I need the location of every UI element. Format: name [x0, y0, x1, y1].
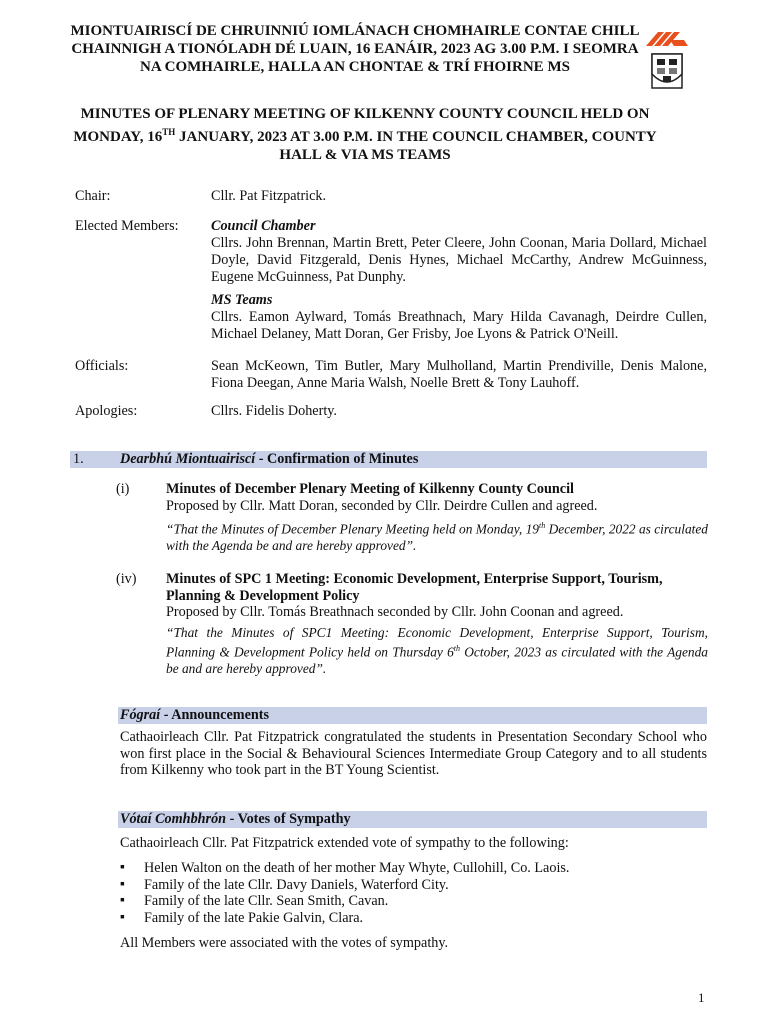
list-item: ▪ Helen Walton on the death of her mother May Whyte, Cullohill, Co. Laois. [120, 860, 707, 877]
members-value [211, 218, 707, 343]
announcements-title [120, 707, 269, 724]
list-item: ▪ Family of the late Pakie Galvin, Clara. [120, 910, 707, 927]
sympathy-title [120, 811, 351, 828]
english-title-part2: JANUARY, 2023 AT 3.00 P.M. IN THE COUNCIL CHAMBER, COUNTY HALL & VIA MS TEAMS [175, 129, 657, 163]
council-chamber-members: Cllrs. John Brennan, Martin Brett, Peter Cleere, John Coonan, Maria Dollard, Michael Doyle, David Fitzgerald, Denis Hynes, Michael McCarthy, Andrew McGuinness, Eugene McGuinness, Pat Dunphy. [211, 235, 707, 285]
officials-label: Officials: [75, 358, 129, 374]
section-1-title-sep: - [255, 451, 268, 467]
apologies-value: Cllrs. Fidelis Doherty. [211, 403, 337, 419]
sympathy-header [118, 811, 707, 828]
ms-teams-members: Cllrs. Eamon Aylward, Tomás Breathnach, Mary Hilda Cavanagh, Deirdre Cullen, Michael Delaney, Matt Doran, Ger Frisby, Joe Lyons & Patrick O'Neill. [211, 309, 707, 342]
page-number: 1 [698, 990, 705, 1005]
item-resolution-b: December, 2022 as circulated with the Agenda be and are hereby approved”. [166, 521, 709, 553]
item-resolution [166, 518, 708, 554]
item-resolution-sup: th [539, 521, 546, 530]
item-resolution [166, 625, 708, 678]
english-title [60, 105, 670, 164]
members-label: Elected Members: [75, 218, 179, 234]
sympathy-list [120, 860, 707, 926]
item-number: (iv) [116, 571, 137, 587]
item-resolution-a: “That the Minutes of December Plenary Meeting held on Monday, 19 [166, 521, 540, 537]
item-heading: Minutes of December Plenary Meeting of Kilkenny County Council [166, 481, 574, 497]
council-chamber-heading: Council Chamber [211, 218, 316, 234]
sympathy-title-sep: - [226, 811, 238, 827]
section-1-number: 1. [73, 451, 84, 467]
officials-value: Sean McKeown, Tim Butler, Mary Mulholland, Martin Prendiville, Denis Malone, Fiona Deegan, Anne Maria Walsh, Noelle Brett & Tony Lauhoff. [211, 358, 707, 391]
item-proposal: Proposed by Cllr. Tomás Breathnach seconded by Cllr. John Coonan and agreed. [166, 604, 624, 620]
announcements-header [118, 707, 707, 724]
list-item: ▪ Family of the late Cllr. Davy Daniels, Waterford City. [120, 877, 707, 894]
sympathy-title-en: Votes of Sympathy [237, 811, 351, 827]
chair-label: Chair: [75, 188, 111, 204]
section-1-title-irish: Dearbhú Miontuairiscí [120, 451, 256, 467]
announcements-title-sep: - [160, 707, 172, 723]
english-title-sup: TH [162, 127, 176, 137]
item-heading: Minutes of SPC 1 Meeting: Economic Development, Enterprise Support, Tourism, Planning & Development Policy [166, 571, 663, 604]
kilkenny-council-logo-icon [644, 28, 690, 100]
item-resolution-a: “That the Minutes of SPC1 Meeting: Economic Development, Enterprise Support, Tourism, Planning & Development Policy held on Thursday 6 [166, 624, 708, 660]
announcements-text: Cathaoirleach Cllr. Pat Fitzpatrick congratulated the students in Presentation Secondary School who won first place in the Social & Behavioural Sciences Intermediate Group Category and to all students from Kilkenny who took part in the BT Young Scientist. [120, 729, 707, 778]
section-1-title-en: Confirmation of Minutes [267, 451, 419, 467]
ms-teams-heading: MS Teams [211, 292, 273, 308]
chair-value: Cllr. Pat Fitzpatrick. [211, 188, 327, 204]
announcements-title-en: Announcements [171, 707, 270, 723]
english-title-part1: MINUTES OF PLENARY MEETING OF KILKENNY COUNTY COUNCIL HELD ON MONDAY, 16 [73, 106, 650, 145]
list-item: ▪ Family of the late Cllr. Sean Smith, Cavan. [120, 893, 707, 910]
apologies-label: Apologies: [75, 403, 138, 419]
item-resolution-sup: th [453, 644, 461, 653]
item-resolution-b: October, 2023 as circulated with the Agenda be and are hereby approved”. [166, 644, 709, 676]
sympathy-title-irish: Vótaí Comhbhrón [120, 811, 227, 827]
item-body [166, 481, 708, 554]
item-body [166, 571, 708, 677]
section-1-title [120, 451, 418, 468]
irish-title: MIONTUAIRISCÍ DE CHRUINNIÚ IOMLÁNACH CHOMHAIRLE CONTAE CHILL CHAINNIGH A TIONÓLADH DÉ LUAIN, 16 EANÁIR, 2023 AG 3.00 P.M. I SEOMRA NA COMHAIRLE, HALLA AN CHONTAE & TRÍ FHOIRNE MS [70, 23, 640, 75]
announcements-title-irish: Fógraí [120, 707, 161, 723]
sympathy-closing: All Members were associated with the votes of sympathy. [120, 935, 449, 951]
item-number: (i) [116, 481, 130, 497]
section-1-header [70, 451, 707, 468]
sympathy-intro: Cathaoirleach Cllr. Pat Fitzpatrick extended vote of sympathy to the following: [120, 835, 569, 851]
item-proposal: Proposed by Cllr. Matt Doran, seconded by Cllr. Deirdre Cullen and agreed. [166, 497, 598, 514]
